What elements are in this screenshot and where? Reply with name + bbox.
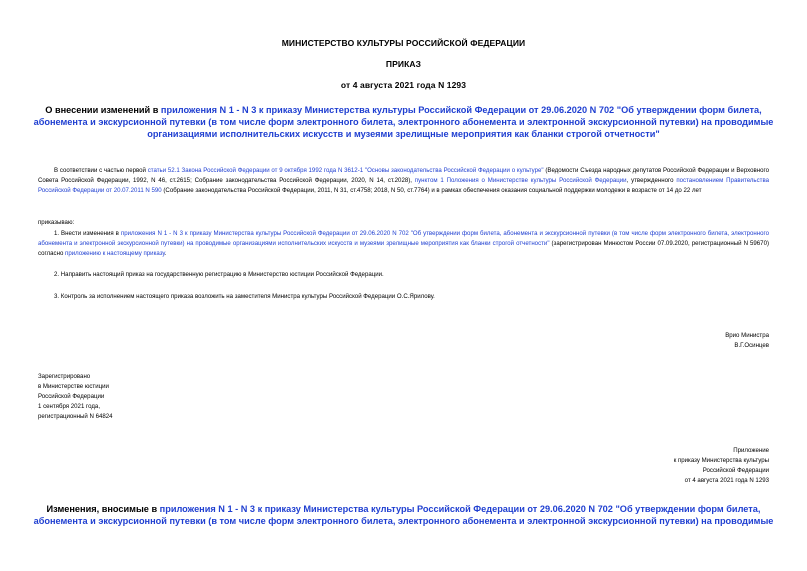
heading-link[interactable]: приложения N 1 - N 3 к приказу Министерства культуры Российской Федерации от 29.06.2020 N 702 "Об утверждении форм билета, абонемента и экскурсионной путевки (в том числе форм электронного билета, электронного абонемента и электронной экскурсионной путевки) на проводимые организациями исполнительских искусств и музеями зрелищные мероприятия как бланки строгой отчетности" — [33, 105, 774, 139]
item-3-paragraph: 3. Контроль за исполнением настоящего приказа возложить на заместителя Министра культуры Российской Федерации О.С.Ярилову. — [54, 293, 435, 300]
preamble-text-3: , утвержденного — [626, 177, 677, 184]
registration-line: Зарегистрировано — [38, 373, 91, 380]
heading-text: О внесении изменений в — [45, 105, 161, 115]
registration-line: в Министерстве юстиции — [38, 383, 109, 390]
preamble-paragraph — [38, 166, 769, 196]
order-word: приказываю: — [38, 219, 75, 226]
law-link[interactable]: статьи 52.1 Закона Российской Федерации от 9 октября 1992 года N 3612-1 "Основы законодательства Российской Федерации о культуре" — [147, 167, 544, 174]
item-1-text-2: (зарегистрирован Минюстом России 07.09.2020, регистрационный N 59670) согласно — [38, 240, 769, 257]
document-type: ПРИКАЗ — [385, 59, 422, 69]
document-heading — [20, 104, 787, 140]
item-1-text-1: 1. Внести изменения в — [54, 230, 121, 237]
preamble-text-2: (Ведомости Съезда народных депутатов Российской Федерации и Верховного Совета Российской Федерации, 1992, N 46, ст.2615; Собрание законодательства Российской Федерации, 2020, N 14, ст.2028), — [38, 167, 769, 184]
changes-heading — [20, 503, 787, 529]
registration-line: 1 сентября 2021 года, — [38, 403, 101, 410]
document-date-number: от 4 августа 2021 года N 1293 — [340, 80, 467, 90]
government-decree-link[interactable]: постановлением Правительства Российской Федерации от 20.07.2011 N 590 — [38, 177, 770, 194]
appendix-line: Приложение — [733, 447, 769, 454]
preamble-text-4: (Собрание законодательства Российской Федерации, 2011, N 31, ст.4758; 2018, N 50, ст.7764) и в рамках обеспечения оказания социальной поддержки молодежи в возрасте от 14 до 22 лет — [161, 187, 702, 194]
appendix-line: от 4 августа 2021 года N 1293 — [684, 477, 769, 484]
changes-heading-link[interactable]: приложения N 1 - N 3 к приказу Министерства культуры Российской Федерации от 29.06.2020 N 702 "Об утверждении форм билета, абонемента и экскурсионной путевки (в том числе форм электронного билета, электронного абонемента и электронной экскурсионной путевки) на проводимые — [33, 504, 774, 526]
preamble-text-1: В соответствии с частью первой — [54, 167, 148, 174]
item-1-order-link[interactable]: приложения N 1 - N 3 к приказу Министерства культуры Российской Федерации от 29.06.2020 N 702 "Об утверждении форм билета, абонемента и экскурсионной путевки (в том числе форм электронного билета, электронного абонемента и электронной экскурсионной путевки) на проводимые организациями исполнительских искусств и музеями зрелищные мероприятия как бланки строгой отчетности" — [38, 230, 769, 247]
registration-block — [38, 372, 113, 422]
signature-title: Врио Министра — [725, 332, 769, 339]
appendix-line: Российской Федерации — [702, 467, 769, 474]
changes-heading-text: Изменения, вносимые в — [46, 504, 160, 514]
appendix-block — [674, 446, 769, 486]
registration-line: регистрационный N 64824 — [38, 413, 113, 420]
ministry-title: МИНИСТЕРСТВО КУЛЬТУРЫ РОССИЙСКОЙ ФЕДЕРАЦИИ — [281, 38, 526, 48]
item-2-paragraph: 2. Направить настоящий приказ на государственную регистрацию в Министерство юстиции Российской Федерации. — [54, 271, 384, 278]
signature-block — [725, 331, 769, 351]
appendix-link[interactable]: приложению к настоящему приказу — [65, 250, 165, 257]
item-1-text-3: . — [164, 250, 167, 257]
item-1-paragraph — [38, 229, 769, 259]
regulation-link[interactable]: пунктом 1 Положения о Министерстве культуры Российской Федерации — [414, 177, 627, 184]
signature-name: В.Г.Осинцев — [734, 342, 769, 349]
registration-line: Российской Федерации — [38, 393, 105, 400]
appendix-line: к приказу Министерства культуры — [673, 457, 769, 464]
